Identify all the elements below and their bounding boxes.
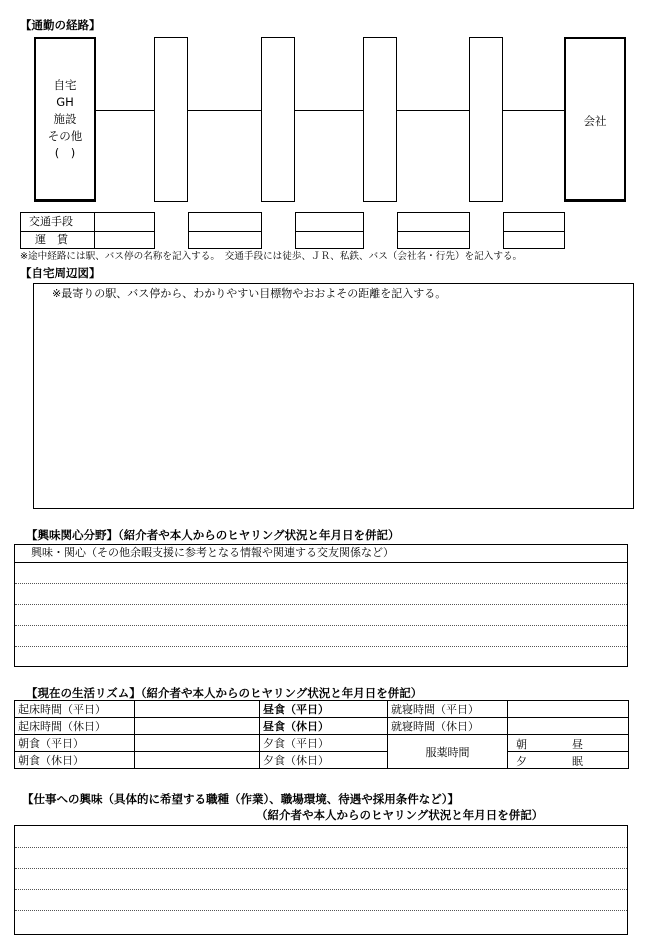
noon-label: 昼 xyxy=(572,738,583,751)
home-label-paren: ( ) xyxy=(54,146,76,160)
home-label-home: 自宅 xyxy=(53,78,77,92)
transport-fare-table xyxy=(20,212,155,249)
interests-line xyxy=(15,625,627,626)
work-title: 【仕事への興味（具体的に希望する職種（作業）、職場環境、待遇や採用条件など）】 xyxy=(22,792,459,806)
sleep-holiday-value[interactable] xyxy=(508,718,629,735)
interests-header: 興味・関心（その他余暇支援に参考となる情報や関連する交友関係など） xyxy=(31,546,394,559)
interests-line xyxy=(15,646,627,647)
interests-line xyxy=(15,583,627,584)
breakfast-holiday-label: 朝食（休日） xyxy=(15,752,135,769)
map-instruction: ※最寄りの駅、バス停から、わかりやすい目標物やおおよその距離を記入する。 xyxy=(52,287,447,300)
lunch-weekday-label: 昼食（平日） xyxy=(260,701,388,718)
transport-label: 交通手段 xyxy=(29,215,73,228)
home-label-gh: GH xyxy=(56,95,74,109)
home-map-area[interactable] xyxy=(33,283,634,509)
medication-evening-bedtime[interactable] xyxy=(508,752,629,769)
sleep-holiday-label: 就寝時間（休日） xyxy=(388,718,508,735)
bedtime-label: 眠 xyxy=(572,755,583,768)
route-stop-box-2[interactable] xyxy=(261,37,295,202)
company-label: 会社 xyxy=(583,114,607,128)
home-label-facility: 施設 xyxy=(53,112,77,126)
rhythm-title: 【現在の生活リズム】（紹介者や本人からのヒヤリング状況と年月日を併記） xyxy=(26,686,423,700)
home-label-other: その他 xyxy=(47,129,83,143)
medication-label: 服薬時間 xyxy=(388,735,508,769)
transport-fare-cell-2[interactable] xyxy=(295,212,364,249)
sleep-weekday-label: 就寝時間（平日） xyxy=(388,701,508,718)
breakfast-weekday-value[interactable] xyxy=(135,735,260,752)
work-subtitle: （紹介者や本人からのヒヤリング状況と年月日を併記） xyxy=(256,808,544,822)
interests-line xyxy=(15,604,627,605)
evening-label: 夕 xyxy=(516,755,527,768)
dinner-holiday-label: 夕食（休日） xyxy=(260,752,388,769)
fare-label: 運 賃 xyxy=(35,233,68,246)
rhythm-table xyxy=(14,700,629,769)
transport-fare-cell-4[interactable] xyxy=(503,212,565,249)
interests-box[interactable] xyxy=(14,544,628,667)
dinner-weekday-label: 夕食（平日） xyxy=(260,735,388,752)
interests-header-divider xyxy=(15,562,627,563)
wake-holiday-value[interactable] xyxy=(135,718,260,735)
sleep-weekday-value[interactable] xyxy=(508,701,629,718)
company-box[interactable] xyxy=(564,37,626,202)
route-stop-box-1[interactable] xyxy=(154,37,188,202)
work-line xyxy=(15,847,627,848)
medication-morning-noon[interactable] xyxy=(508,735,629,752)
breakfast-holiday-value[interactable] xyxy=(135,752,260,769)
route-stop-box-4[interactable] xyxy=(469,37,503,202)
route-stop-box-3[interactable] xyxy=(363,37,397,202)
transport-fare-cell-3[interactable] xyxy=(397,212,470,249)
transport-fare-cell-1[interactable] xyxy=(188,212,262,249)
commute-title: 【通勤の経路】 xyxy=(20,18,101,32)
interests-title: 【興味関心分野】（紹介者や本人からのヒヤリング状況と年月日を併記） xyxy=(26,528,400,542)
wake-weekday-label: 起床時間（平日） xyxy=(15,701,135,718)
work-interest-box[interactable] xyxy=(14,825,628,935)
commute-note: ※途中経路には駅、バス停の名称を記入する。 交通手段には徒歩、ＪＲ、私鉄、バス（会社名・行先）を記入する。 xyxy=(20,251,523,262)
work-line xyxy=(15,910,627,911)
morning-label: 朝 xyxy=(516,738,527,751)
wake-holiday-label: 起床時間（休日） xyxy=(15,718,135,735)
wake-weekday-value[interactable] xyxy=(135,701,260,718)
work-line xyxy=(15,889,627,890)
map-title: 【自宅周辺図】 xyxy=(20,266,101,280)
breakfast-weekday-label: 朝食（平日） xyxy=(15,735,135,752)
home-box[interactable] xyxy=(34,37,96,202)
work-line xyxy=(15,868,627,869)
lunch-holiday-label: 昼食（休日） xyxy=(260,718,388,735)
